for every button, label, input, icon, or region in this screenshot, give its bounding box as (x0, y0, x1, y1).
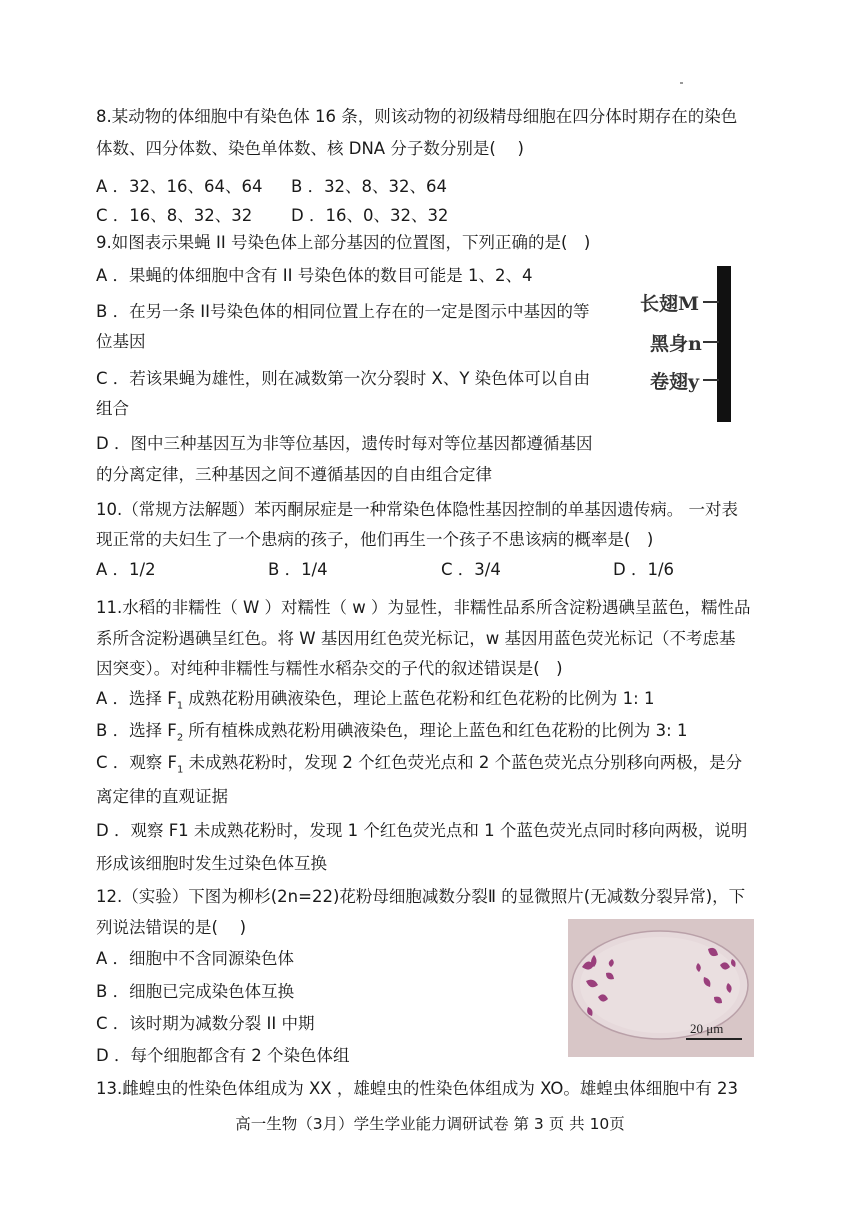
q10-stem-line1: 10.（常规方法解题）苯丙酮尿症是一种常染色体隐性基因控制的单基因遗传病。 一对表 (96, 500, 738, 519)
q9-option-b-line1: B ．在另一条 II号染色体的相同位置上存在的一定是图示中基因的等 (96, 302, 590, 321)
q12-option-b: B ．细胞已完成染色体互换 (96, 982, 295, 1001)
q11-option-b: B ．选择 $F_2$ 所有植株成熟花粉用碘液染色，理论上蓝色和红色花粉的比例为 3: 1 (96, 721, 688, 744)
q10-option-a: A ．1/2 (96, 560, 156, 579)
q10-option-c: C ．3/4 (441, 560, 501, 579)
q9-option-d-line2: 的分离定律，三种基因之间不遵循基因的自由组合定律 (96, 465, 492, 484)
gene-tick-black-body (703, 341, 719, 343)
q12-option-d: D ．每个细胞都含有 2 个染色体组 (96, 1046, 350, 1065)
q9-option-d-line1: D ．图中三种基因互为非等位基因，遗传时每对等位基因都遵循基因 (96, 434, 593, 453)
gene-label-long-wing: 长翅M (640, 293, 700, 315)
q13-stem-line1: 13.雌蝗虫的性染色体组成为 XX ，雄蝗虫的性染色体组成为 XO。雄蝗虫体细胞中有 23 (96, 1079, 739, 1098)
q11-stem-line2: 系所含淀粉遇碘呈红色。将 W 基因用红色荧光标记，w 基因用蓝色荧光标记（不考虑基 (96, 629, 736, 648)
q9-option-b-line2: 位基因 (96, 332, 146, 351)
gene-label-black-body: 黑身n (650, 333, 702, 355)
page-footer: 高一生物（3月）学生学业能力调研试卷 第 3 页 共 10页 (235, 1115, 625, 1133)
q12-option-a: A ．细胞中不含同源染色体 (96, 949, 295, 968)
q9-option-a: A ．果蝇的体细胞中含有 II 号染色体的数目可能是 1、2、4 (96, 266, 533, 285)
q12-stem-line1: 12.（实验）下图为柳杉(2n=22)花粉母细胞减数分裂Ⅱ 的显微照片(无减数分裂异常)，下 (96, 887, 746, 906)
chromosome-bar (717, 266, 731, 422)
q8-option-c: C ．16、8、32、32 (96, 206, 253, 225)
q11-stem-line1: 11.水稻的非糯性（ W ）对糯性（ w ）为显性，非糯性品系所含淀粉遇碘呈蓝色，糯性品 (96, 598, 751, 617)
q11-option-c-line2: 离定律的直观证据 (96, 787, 228, 806)
q8-stem-line2: 体数、四分体数、染色单体数、核 DNA 分子数分别是( ) (96, 139, 524, 158)
q8-stem-line1: 8.某动物的体细胞中有染色体 16 条，则该动物的初级精母细胞在四分体时期存在的染色 (96, 107, 738, 126)
q11-option-d-line1: D ．观察 F1 未成熟花粉时，发现 1 个红色荧光点和 1 个蓝色荧光点同时移向两极，说明 (96, 821, 748, 840)
q10-option-b: B ．1/4 (268, 560, 328, 579)
q10-option-d: D ．1/6 (613, 560, 675, 579)
gene-label-curly-wing: 卷翅y (650, 371, 700, 393)
q11-option-a: A ．选择 $F_1$ 成熟花粉用碘液染色，理论上蓝色花粉和红色花粉的比例为 1: 1 (96, 689, 655, 712)
q12-option-c: C ．该时期为减数分裂 II 中期 (96, 1014, 315, 1033)
gene-tick-long-wing (703, 301, 719, 303)
q11-stem-line3: 因突变）。对纯种非糯性与糯性水稻杂交的子代的叙述错误是( ) (96, 659, 563, 678)
q12-stem-line2: 列说法错误的是( ) (96, 918, 247, 937)
page-speck (680, 82, 683, 84)
micrograph-image (568, 919, 754, 1057)
q8-option-b: B ．32、8、32、64 (291, 177, 448, 196)
q8-option-d: D ．16、0、32、32 (291, 206, 449, 225)
micrograph-drawing (568, 919, 754, 1057)
q9-stem: 9.如图表示果蝇 II 号染色体上部分基因的位置图，下列正确的是( ) (96, 233, 591, 252)
q8-option-a: A ．32、16、64、64 (96, 177, 263, 196)
q10-stem-line2: 现正常的夫妇生了一个患病的孩子，他们再生一个孩子不患该病的概率是( ) (96, 530, 654, 549)
gene-tick-curly-wing (703, 379, 719, 381)
q9-option-c-line2: 组合 (96, 399, 129, 418)
scale-bar-label: 20 μm (690, 1021, 724, 1036)
q11-option-d-line2: 形成该细胞时发生过染色体互换 (96, 854, 327, 873)
q11-option-c-line1: C ．观察 $F_1$ 未成熟花粉时，发现 2 个红色荧光点和 2 个蓝色荧光点分别移向两极，是分 (96, 753, 743, 776)
q9-option-c-line1: C ．若该果蝇为雄性，则在减数第一次分裂时 X、Y 染色体可以自由 (96, 369, 591, 388)
